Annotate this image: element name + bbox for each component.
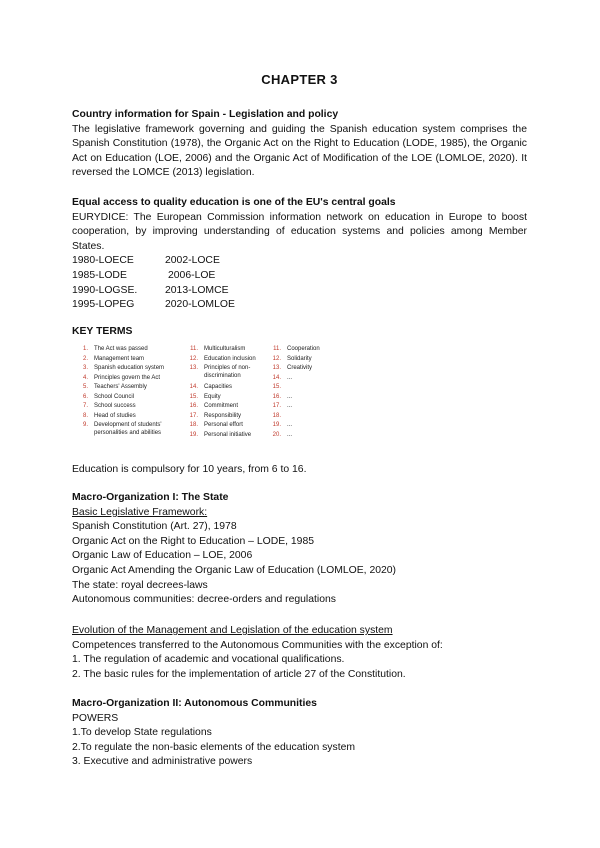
key-term: 11. Cooperation xyxy=(273,346,320,352)
key-term: 5. Teachers' Assembly xyxy=(82,384,147,390)
key-term: 20. ... xyxy=(272,431,293,438)
key-term: 11. Multiculturalism xyxy=(190,346,246,352)
section-body: EURYDICE: The European Commission information network on education in Europe to boost cooperation, by improving understanding of education systems and policies among Member States. xyxy=(72,211,527,252)
section-subheading: Basic Legislative Framework: xyxy=(72,506,208,518)
text-line: Spanish Constitution (Art. 27), 1978 xyxy=(72,521,237,533)
key-term: 9. Development of students' personalities and abilities xyxy=(82,422,162,436)
key-term: 17. Responsibility xyxy=(189,412,242,419)
key-term: 14. Capacities xyxy=(189,384,233,390)
key-terms-table xyxy=(77,346,367,458)
section-macro-state xyxy=(72,491,527,608)
key-terms-column-2 xyxy=(187,346,266,441)
key-term: 13. Creativity xyxy=(272,365,313,371)
law-row xyxy=(72,284,527,299)
text-line: POWERS xyxy=(72,712,119,724)
text-line: Organic Act on the Right to Education – LODE, 1985 xyxy=(72,535,315,547)
section-spain-legislation xyxy=(72,108,527,181)
key-term: 17. ... xyxy=(272,403,293,409)
key-term: 16. Commitment xyxy=(189,403,239,409)
key-term: 7. School success xyxy=(82,403,136,409)
law-right: 2020-LOMLOE xyxy=(165,299,235,311)
key-term: 16. ... xyxy=(272,393,293,400)
key-term: 3. Spanish education system xyxy=(82,365,165,371)
law-left: 1985-LODE xyxy=(72,269,127,281)
compulsory-note-block xyxy=(72,463,527,478)
law-right: 2002-LOCE xyxy=(165,255,220,267)
section-heading: Macro-Organization I: The State xyxy=(72,492,229,503)
key-term: 19. ... xyxy=(272,422,293,428)
text-line: 1. The regulation of academic and vocational qualifications. xyxy=(72,654,345,666)
compulsory-note: Education is compulsory for 10 years, from 6 to 16. xyxy=(72,464,307,475)
key-term: 15. xyxy=(272,384,281,390)
text-line: 2. The basic rules for the implementation of article 27 of the Constitution. xyxy=(72,668,406,680)
law-left: 1980-LOECE xyxy=(72,255,134,267)
text-line: 3. Executive and administrative powers xyxy=(72,756,253,768)
section-body: The legislative framework governing and guiding the Spanish education system comprises the Spanish Constitution (1978), the Organic Act on the Right to Education (LODE, 1985), the Organic Act on Education (LOE, 2006) and the Organic Act of Modification of the LOE (LOMLOE, 2020). It reversed the LOMCE (2013) legislation. xyxy=(72,123,527,179)
key-term: 19. Personal initiative xyxy=(189,431,252,438)
section-heading: Macro-Organization II: Autonomous Communities xyxy=(72,698,317,709)
laws-list xyxy=(72,254,527,312)
key-terms-heading: KEY TERMS xyxy=(72,326,133,337)
section-evolution xyxy=(72,624,527,682)
text-line: Autonomous communities: decree-orders and regulations xyxy=(72,594,336,606)
key-term: 1. The Act was passed xyxy=(82,346,148,352)
section-heading: Country information for Spain - Legislation and policy xyxy=(72,109,339,120)
key-term: 14. ... xyxy=(272,374,293,381)
law-row xyxy=(72,254,527,269)
key-term: 4. Principles govern the Act xyxy=(82,374,161,381)
text-line: Organic Act Amending the Organic Law of Education (LOMLOE, 2020) xyxy=(72,564,397,576)
section-eu-goals xyxy=(72,196,527,313)
text-line: 2.To regulate the non-basic elements of the education system xyxy=(72,741,356,753)
text-line: 1.To develop State regulations xyxy=(72,727,212,739)
section-macro-autonomous xyxy=(72,697,527,770)
key-term: 18. Personal effort xyxy=(189,422,243,428)
chapter-title: CHAPTER 3 xyxy=(261,72,338,87)
law-right: 2013-LOMCE xyxy=(165,284,229,296)
key-term: 18. xyxy=(272,412,281,419)
key-term: 15. Equity xyxy=(189,393,221,400)
law-row xyxy=(72,298,527,313)
key-term: 13. Principles of non-discrimination xyxy=(189,365,251,379)
key-term: 8. Head of studies xyxy=(82,412,136,419)
key-term: 6. School Council xyxy=(82,393,135,400)
key-term: 2. Management team xyxy=(82,355,145,362)
text-line: Competences transferred to the Autonomous Communities with the exception of: xyxy=(72,639,443,651)
law-left: 1995-LOPEG xyxy=(72,299,135,311)
key-terms-heading-block xyxy=(72,325,527,340)
section-heading: Evolution of the Management and Legislation of the education system xyxy=(72,625,393,636)
law-row xyxy=(72,269,527,284)
law-left: 1990-LOGSE. xyxy=(72,284,138,296)
text-line: Organic Law of Education – LOE, 2006 xyxy=(72,550,253,562)
key-terms-column-3 xyxy=(270,346,320,441)
key-term: 12. Education inclusion xyxy=(189,355,256,362)
key-terms-column-1 xyxy=(77,346,186,441)
text-line: The state: royal decrees-laws xyxy=(72,579,208,591)
key-term: 12. Solidarity xyxy=(272,355,312,362)
law-right: 2006-LOE xyxy=(168,269,216,281)
section-heading: Equal access to quality education is one of the EU's central goals xyxy=(72,197,396,208)
